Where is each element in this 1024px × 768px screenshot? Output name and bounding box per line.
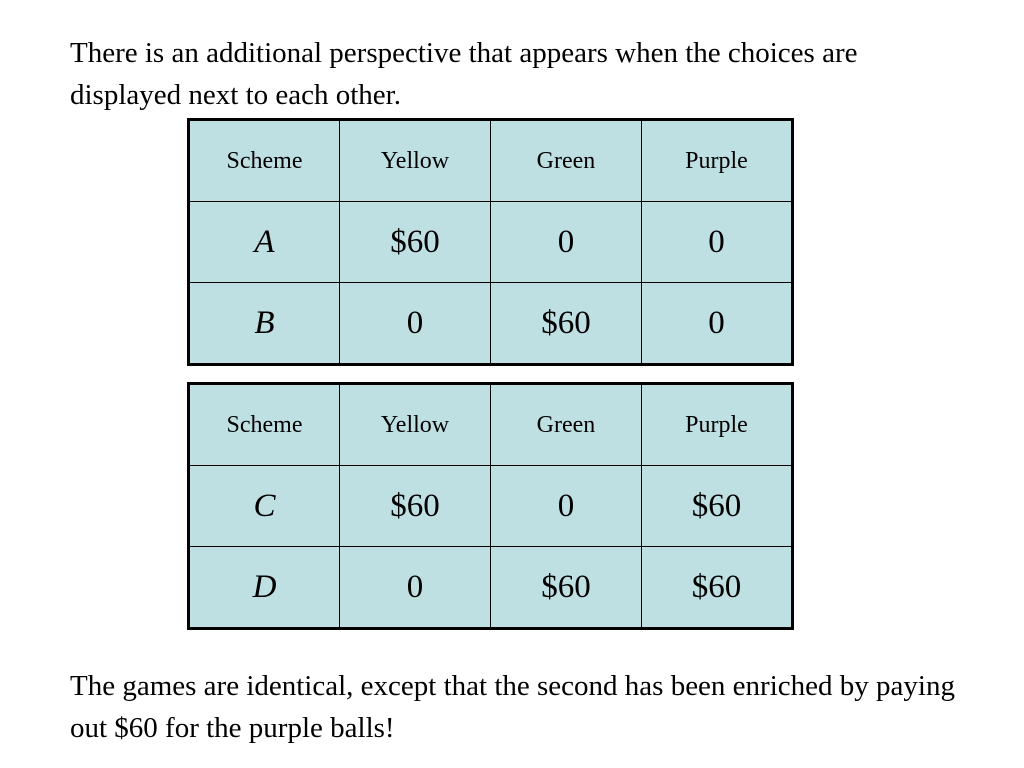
payoff-table-1: [187, 118, 794, 366]
conclusion-paragraph: The games are identical, except that the second has been enriched by paying out $60 for the purple balls!: [70, 670, 955, 744]
header-purple: Purple: [642, 120, 793, 202]
table-row: [189, 283, 793, 365]
scheme-label: A: [189, 202, 340, 283]
header-purple: Purple: [642, 384, 793, 466]
purple-payout: 0: [642, 202, 793, 283]
green-payout: 0: [491, 466, 642, 547]
header-scheme: Scheme: [189, 120, 340, 202]
scheme-label: B: [189, 283, 340, 365]
scheme-label: C: [189, 466, 340, 547]
table-row: [189, 547, 793, 629]
yellow-payout: 0: [340, 283, 491, 365]
table-row: [189, 466, 793, 547]
header-green: Green: [491, 384, 642, 466]
header-green: Green: [491, 120, 642, 202]
yellow-payout: 0: [340, 547, 491, 629]
intro-paragraph: There is an additional perspective that appears when the choices are displayed next to each other.: [70, 37, 858, 111]
header-scheme: Scheme: [189, 384, 340, 466]
green-payout: 0: [491, 202, 642, 283]
purple-payout: $60: [642, 466, 793, 547]
table-header-row: [189, 120, 793, 202]
yellow-payout: $60: [340, 202, 491, 283]
green-payout: $60: [491, 547, 642, 629]
table-header-row: [189, 384, 793, 466]
yellow-payout: $60: [340, 466, 491, 547]
table-row: [189, 202, 793, 283]
scheme-label: D: [189, 547, 340, 629]
header-yellow: Yellow: [340, 120, 491, 202]
header-yellow: Yellow: [340, 384, 491, 466]
green-payout: $60: [491, 283, 642, 365]
purple-payout: $60: [642, 547, 793, 629]
purple-payout: 0: [642, 283, 793, 365]
payoff-table-2: [187, 382, 794, 630]
